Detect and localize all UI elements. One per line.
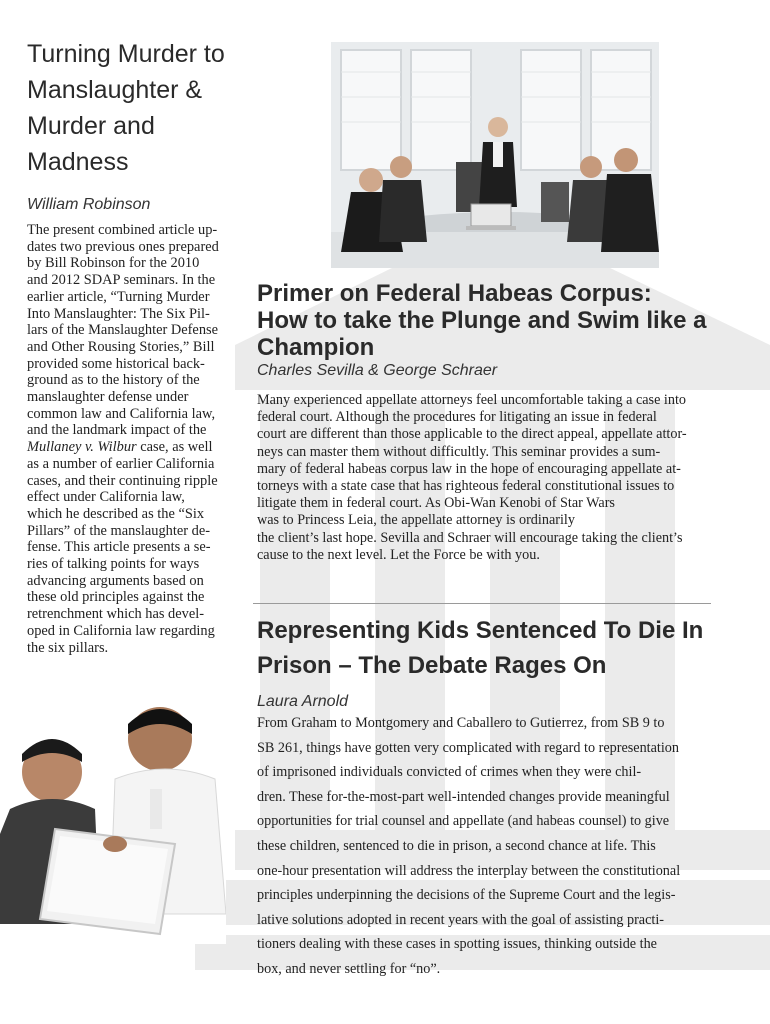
article-author: Laura Arnold xyxy=(257,693,349,710)
body-line: dates two previous ones prepared xyxy=(27,238,219,255)
body-line: common law and California law, xyxy=(27,405,216,422)
body-line: was to Princess Leia, the appellate attorney is ordinarily xyxy=(257,512,575,529)
body-line: opportunities for trial counsel and appellate (and habeas counsel) to give xyxy=(257,813,670,830)
body-line: and 2012 SDAP seminars. In the xyxy=(27,272,216,289)
article-title xyxy=(27,36,232,180)
title-line: How to take the Plunge and Swim like a xyxy=(257,307,707,334)
body-line: Pillars” of the manslaughter de- xyxy=(27,522,211,539)
body-line: Many experienced appellate attorneys feel uncomfortable taking a case into xyxy=(257,392,686,408)
meeting-illustration xyxy=(331,42,659,268)
title-line: Murder and Madness xyxy=(27,112,155,176)
body-line: court are different than those applicable to the direct appeal, appellate attor- xyxy=(257,426,687,443)
body-line: litigate them in federal court. As Obi-Wan Kenobi of Star Wars xyxy=(257,495,615,512)
title-line: Manslaughter & xyxy=(27,76,203,104)
body-line: The present combined article up- xyxy=(27,222,218,238)
body-line: box, and never settling for “no”. xyxy=(257,960,441,977)
case-name: Mullaney v. Wilbur xyxy=(27,439,137,456)
article-body xyxy=(27,222,232,656)
body-line: mary of federal habeas corpus law in the hope of encouraging appellate at- xyxy=(257,460,681,477)
body-line: the six pillars. xyxy=(27,639,109,656)
body-line: neys can master them without difficultly. This seminar provides a sum- xyxy=(257,443,661,460)
body-line: federal court. Although the procedures for litigating an issue in federal xyxy=(257,409,657,426)
body-line: which he described as the “Six xyxy=(27,505,205,522)
title-line: Champion xyxy=(257,334,375,361)
body-line: lative solutions adopted in recent years with the goal of assisting practi- xyxy=(257,911,664,928)
body-line: earlier article, “Turning Murder xyxy=(27,288,210,305)
body-line: cases, and their continuing ripple xyxy=(27,472,218,489)
section-divider xyxy=(253,603,711,604)
body-line: manslaughter defense under xyxy=(27,389,189,406)
article-federal-habeas xyxy=(257,280,727,564)
body-line: one-hour presentation will address the interplay between the constitutional xyxy=(257,862,681,879)
body-line: as a number of earlier California xyxy=(27,455,215,472)
body-line: From Graham to Montgomery and Caballero to Gutierrez, from SB 9 to xyxy=(257,715,665,731)
article-author: William Robinson xyxy=(27,196,151,213)
body-line: and Other Rousing Stories,” Bill xyxy=(27,338,215,355)
body-line: these children, sentenced to die in prison, a second chance at life. This xyxy=(257,837,656,854)
body-line: of imprisoned individuals convicted of crimes when they were chil- xyxy=(257,764,642,781)
body-line: torneys with a state case that has righteous federal constitutional issues to xyxy=(257,478,675,495)
body-line: these old principles against the xyxy=(27,589,205,606)
body-line: effect under California law, xyxy=(27,489,185,506)
article-body xyxy=(257,392,727,564)
title-line: Representing Kids Sentenced To Die In xyxy=(257,617,704,644)
body-line: retrenchment which has devel- xyxy=(27,606,205,623)
case-suffix: case, as well xyxy=(136,439,213,456)
article-murder-manslaughter xyxy=(27,36,232,656)
laptop-illustration xyxy=(0,684,226,944)
body-line: by Bill Robinson for the 2010 xyxy=(27,255,200,272)
body-line: fense. This article presents a se- xyxy=(27,539,211,556)
body-line: the client’s last hope. Sevilla and Schraer will encourage taking the client’s xyxy=(257,529,683,546)
body-line: SB 261, things have gotten very complicated with regard to representation xyxy=(257,739,679,756)
article-author: Charles Sevilla & George Schraer xyxy=(257,362,498,379)
body-line: lars of the Manslaughter Defense xyxy=(27,322,219,339)
body-line: ries of talking points for ways xyxy=(27,556,200,573)
body-line: advancing arguments based on xyxy=(27,572,204,589)
article-body xyxy=(257,711,727,982)
body-line: cause to the next level. Let the Force be with you. xyxy=(257,546,540,563)
body-line: principles underpinning the decisions of the Supreme Court and the legis- xyxy=(257,887,676,904)
laptop-photo xyxy=(0,684,226,944)
article-title xyxy=(257,280,727,361)
title-line: Prison – The Debate Rages On xyxy=(257,652,607,679)
title-line: Turning Murder to xyxy=(27,40,225,68)
body-line: ground as to the history of the xyxy=(27,372,200,389)
body-line: oped in California law regarding xyxy=(27,622,215,639)
body-line: dren. These for-the-most-part well-intended changes provide meaningful xyxy=(257,788,670,805)
title-line: Primer on Federal Habeas Corpus: xyxy=(257,280,652,307)
body-line: tioners dealing with these cases in spotting issues, thinking outside the xyxy=(257,936,657,953)
body-line-case xyxy=(27,439,232,456)
body-line: Into Manslaughter: The Six Pil- xyxy=(27,305,210,322)
article-title xyxy=(257,613,727,683)
body-line: provided some historical back- xyxy=(27,355,205,372)
body-line: and the landmark impact of the xyxy=(27,422,207,439)
meeting-photo xyxy=(331,42,659,268)
article-kids-sentenced xyxy=(257,613,727,982)
